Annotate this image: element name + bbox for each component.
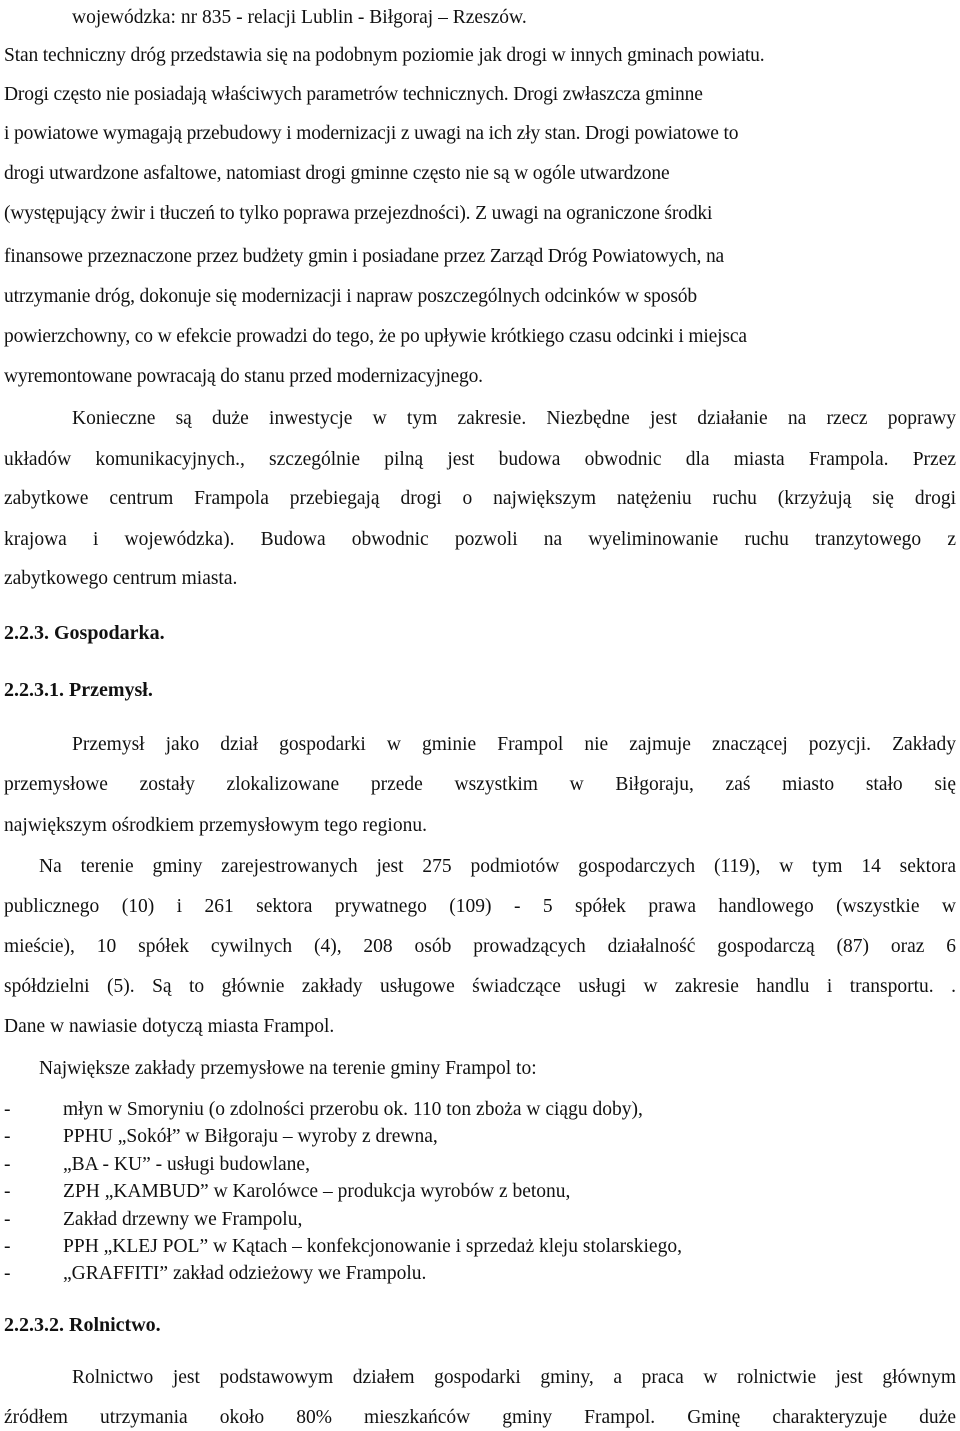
text-line: zabytkowe centrum Frampola przebiegają drogi o największym natężeniu ruchu (krzyżują się drogi (4, 488, 956, 509)
list-dash: - (4, 1236, 11, 1257)
text-line: drogi utwardzone asfaltowe, natomiast drogi gminne często nie są w ogóle utwardzone (4, 163, 670, 184)
list-dash: - (4, 1263, 11, 1284)
list-item-text: „BA - KU” - usługi budowlane, (63, 1154, 310, 1175)
list-item-text: „GRAFFITI” zakład odzieżowy we Frampolu. (63, 1263, 427, 1284)
heading-industry: 2.2.3.1. Przemysł. (4, 679, 153, 701)
largest-plants-intro: Największe zakłady przemysłowe na terenie gminy Frampol to: (39, 1058, 537, 1079)
list-dash: - (4, 1154, 11, 1175)
text-line: Rolnictwo jest podstawowym działem gospodarki gminy, a praca w rolnictwie jest głównym (72, 1367, 956, 1388)
text-line: zabytkowego centrum miasta. (4, 568, 238, 589)
list-item-text: Zakład drzewny we Frampolu, (63, 1209, 303, 1230)
text-line: największym ośrodkiem przemysłowym tego regionu. (4, 815, 427, 836)
text-line: przemysłowe zostały zlokalizowane przede wszystkim w Biłgoraju, zaś miasto stało się (4, 774, 956, 795)
list-item-text: młyn w Smoryniu (o zdolności przerobu ok. 110 ton zboża w ciągu doby), (63, 1099, 643, 1120)
heading-agriculture: 2.2.3.2. Rolnictwo. (4, 1314, 161, 1336)
text-line: utrzymanie dróg, dokonuje się modernizacji i napraw poszczególnych odcinków w sposób (4, 286, 697, 307)
text-line: mieście), 10 spółek cywilnych (4), 208 osób prowadzących działalność gospodarczą (87) oraz 6 (4, 936, 956, 957)
list-dash: - (4, 1099, 11, 1120)
text-line: Konieczne są duże inwestycje w tym zakresie. Niezbędne jest działanie na rzecz poprawy (72, 408, 956, 429)
text-line: Stan techniczny dróg przedstawia się na podobnym poziomie jak drogi w innych gminach powiatu. (4, 45, 765, 66)
text-line: wojewódzka: nr 835 - relacji Lublin - Biłgoraj – Rzeszów. (72, 7, 527, 28)
heading-economy: 2.2.3. Gospodarka. (4, 622, 165, 644)
text-line: i powiatowe wymagają przebudowy i modernizacji z uwagi na ich zły stan. Drogi powiatowe to (4, 123, 739, 144)
list-item-text: PPH „KLEJ POL” w Kątach – konfekcjonowanie i sprzedaż kleju stolarskiego, (63, 1236, 682, 1257)
list-dash: - (4, 1126, 11, 1147)
list-dash: - (4, 1181, 11, 1202)
list-item-text: PPHU „Sokół” w Biłgoraju – wyroby z drewna, (63, 1126, 438, 1147)
text-line: powierzchowny, co w efekcie prowadzi do tego, że po upływie krótkiego czasu odcinki i miejsca (4, 326, 747, 347)
text-line: finansowe przeznaczone przez budżety gmin i posiadane przez Zarząd Dróg Powiatowych, na (4, 246, 725, 267)
text-line: krajowa i wojewódzka). Budowa obwodnic pozwoli na wyeliminowanie ruchu tranzytowego z (4, 529, 956, 550)
text-line: Drogi często nie posiadają właściwych parametrów technicznych. Drogi zwłaszcza gminne (4, 84, 703, 105)
text-line: spółdzielni (5). Są to głównie zakłady usługowe świadczące usługi w zakresie handlu i transportu. . (4, 976, 956, 997)
text-line: wyremontowane powracają do stanu przed modernizacyjnego. (4, 366, 483, 387)
text-line: Dane w nawiasie dotyczą miasta Frampol. (4, 1016, 335, 1037)
text-line: źródłem utrzymania około 80% mieszkańców gminy Frampol. Gminę charakteryzuje duże (4, 1407, 956, 1428)
list-dash: - (4, 1209, 11, 1230)
text-line: Przemysł jako dział gospodarki w gminie Frampol nie zajmuje znaczącej pozycji. Zakłady (72, 734, 956, 755)
text-line: (występujący żwir i tłuczeń to tylko poprawa przejezdności). Z uwagi na ograniczone środki (4, 203, 713, 224)
text-line: publicznego (10) i 261 sektora prywatnego (109) - 5 spółek prawa handlowego (wszystkie w (4, 896, 956, 917)
list-item-text: ZPH „KAMBUD” w Karolówce – produkcja wyrobów z betonu, (63, 1181, 571, 1202)
text-line: Na terenie gminy zarejestrowanych jest 275 podmiotów gospodarczych (119), w tym 14 sektora (39, 856, 956, 877)
text-line: układów komunikacyjnych., szczególnie pilną jest budowa obwodnic dla miasta Frampola. Przez (4, 449, 956, 470)
